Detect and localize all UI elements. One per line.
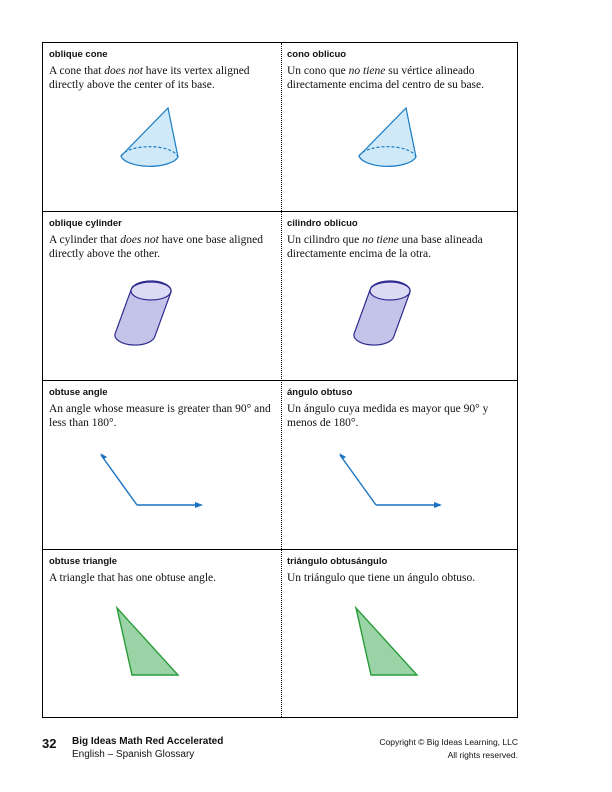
term-definition: A cylinder that does not have one base aligned directly above the other.	[49, 234, 263, 260]
term-definition: Un triángulo que tiene un ángulo obtuso.	[287, 572, 476, 584]
term-title: obtuse angle	[49, 387, 108, 398]
glossary-subtitle: English – Spanish Glossary	[72, 749, 195, 760]
term-definition: Un cilindro que no tiene una base alineada directamente encima de la otra.	[287, 234, 483, 260]
term-title: cilindro oblicuo	[287, 218, 358, 229]
oblique-cylinder-figure	[346, 279, 426, 351]
term-title: triángulo obtusángulo	[287, 556, 388, 567]
obtuse-angle-figure	[95, 449, 207, 515]
book-title: Big Ideas Math Red Accelerated	[72, 736, 224, 747]
oblique-cone-figure	[118, 103, 188, 183]
term-title: oblique cylinder	[49, 218, 122, 229]
term-definition: Un cono que no tiene su vértice alineado directamente encima del centro de su base.	[287, 65, 485, 91]
term-definition: Un ángulo cuya medida es mayor que 90° y menos de 180°.	[287, 403, 489, 429]
obtuse-triangle-figure	[352, 605, 424, 681]
term-definition: A cone that does not have its vertex aligned directly above the center of its base.	[49, 65, 250, 91]
obtuse-angle-figure	[334, 449, 446, 515]
oblique-cylinder-figure	[107, 279, 187, 351]
oblique-cone-figure	[356, 103, 426, 183]
term-title: ángulo obtuso	[287, 387, 353, 398]
term-title: cono oblicuo	[287, 49, 347, 60]
obtuse-triangle-figure	[113, 605, 185, 681]
glossary-grid	[42, 42, 518, 718]
term-title: oblique cone	[49, 49, 108, 60]
rights-notice: All rights reserved.	[447, 750, 518, 760]
term-definition: A triangle that has one obtuse angle.	[49, 572, 217, 584]
copyright-notice: Copyright © Big Ideas Learning, LLC	[379, 737, 518, 747]
term-title: obtuse triangle	[49, 556, 118, 567]
page-number: 32	[42, 736, 57, 751]
term-definition: An angle whose measure is greater than 90° and less than 180°.	[49, 403, 271, 429]
